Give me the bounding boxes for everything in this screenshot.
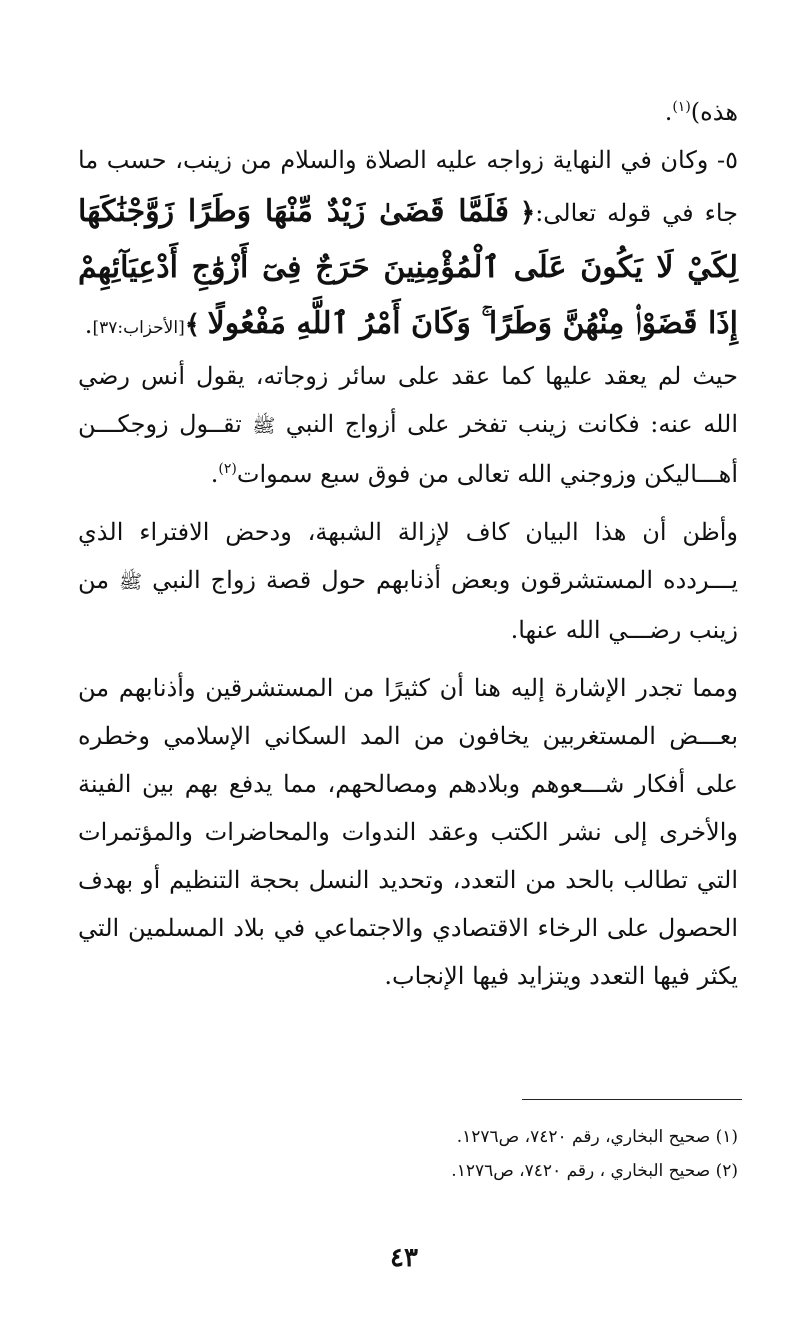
paragraph-1-intro: ٥- وكان في النهاية زواجه عليه الصلاة والسلام من زينب، حسب ما جاء في قوله تعالى:	[78, 146, 738, 227]
paragraph-0	[78, 88, 738, 136]
quran-verse: فَلَمَّا قَضَىٰ زَيْدٌ مِّنْهَا وَطَرًا زَوَّجْنَٰكَهَا لِكَيْ لَا يَكُونَ عَلَى ٱلْمُؤْمِنِينَ حَرَجٌ فِىٓ أَزْوَٰجِ أَدْعِيَآئِهِمْ إِذَا قَضَوْا۟ مِنْهُنَّ وَطَرًا ۚ وَكَانَ أَمْرُ ٱللَّهِ مَفْعُولًا	[78, 194, 738, 341]
paragraph-0-end: .	[664, 98, 673, 126]
footnote-divider	[522, 1099, 742, 1100]
quran-close-bracket: ﴾	[184, 310, 200, 340]
footnotes	[78, 1120, 738, 1188]
surah-reference: [الأحزاب:٣٧]	[92, 318, 185, 338]
paragraph-3-text-a: وأظن أن هذا البيان كاف لإزالة الشبهة، ودحض الافتراء الذي يـــردده المستشرقون وبعض أذنابهم حول قصة زواج النبي	[78, 518, 738, 594]
paragraph-2-end: .	[210, 460, 219, 488]
footnote-1: (١) صحيح البخاري، رقم ٧٤٢٠، ص١٢٧٦.	[456, 1127, 738, 1147]
paragraph-2	[78, 352, 738, 498]
footnote-ref-1: (١)	[672, 99, 691, 115]
salawat-symbol: ﷺ	[252, 415, 276, 437]
paragraph-1	[78, 136, 738, 352]
salawat-symbol: ﷺ	[119, 571, 143, 593]
paragraph-0-text: هذه)	[690, 98, 738, 126]
paragraph-3	[78, 508, 738, 654]
paragraph-1-end: .	[84, 311, 93, 339]
paragraph-3-text-b: من زينب رضـــي الله عنها.	[78, 566, 738, 644]
paragraph-4: ومما تجدر الإشارة إليه هنا أن كثيرًا من المستشرقين وأذنابهم من بعـــض المستغربين يخافون من المد السكاني الإسلامي وخطره على أفكار شـــعوهم وبلادهم ومصالحهم، مما يدفع بهم بين الفينة والأخرى إلى نشر الكتب وعقد الندوات والمحاضرات والمؤتمرات التي تطالب بالحد من التعدد، وتحديد النسل بحجة التنظيم أو بهدف الحصول على الرخاء الاقتصادي والاجتماعي في بلاد المسلمين التي يكثر فيها التعدد ويتزايد فيها الإنجاب.	[78, 674, 738, 990]
paragraph-2-text-b: تقــول زوجكـــن أهـــاليكن وزوجني الله تعالى من فوق سبع سموات	[78, 410, 738, 488]
footnote-ref-2: (٢)	[218, 461, 237, 477]
page-number: ٤٣	[390, 1243, 418, 1273]
main-text	[78, 88, 738, 1000]
footnote-2: (٢) صحيح البخاري ، رقم ٧٤٢٠، ص١٢٧٦.	[451, 1161, 738, 1181]
paragraph-2-text-a: حيث لم يعقد عليها كما عقد على سائر زوجاته، يقول أنس رضي الله عنه: فكانت زينب تفخر على أزواج النبي	[78, 362, 739, 438]
quran-open-bracket: ﴿	[519, 198, 536, 228]
